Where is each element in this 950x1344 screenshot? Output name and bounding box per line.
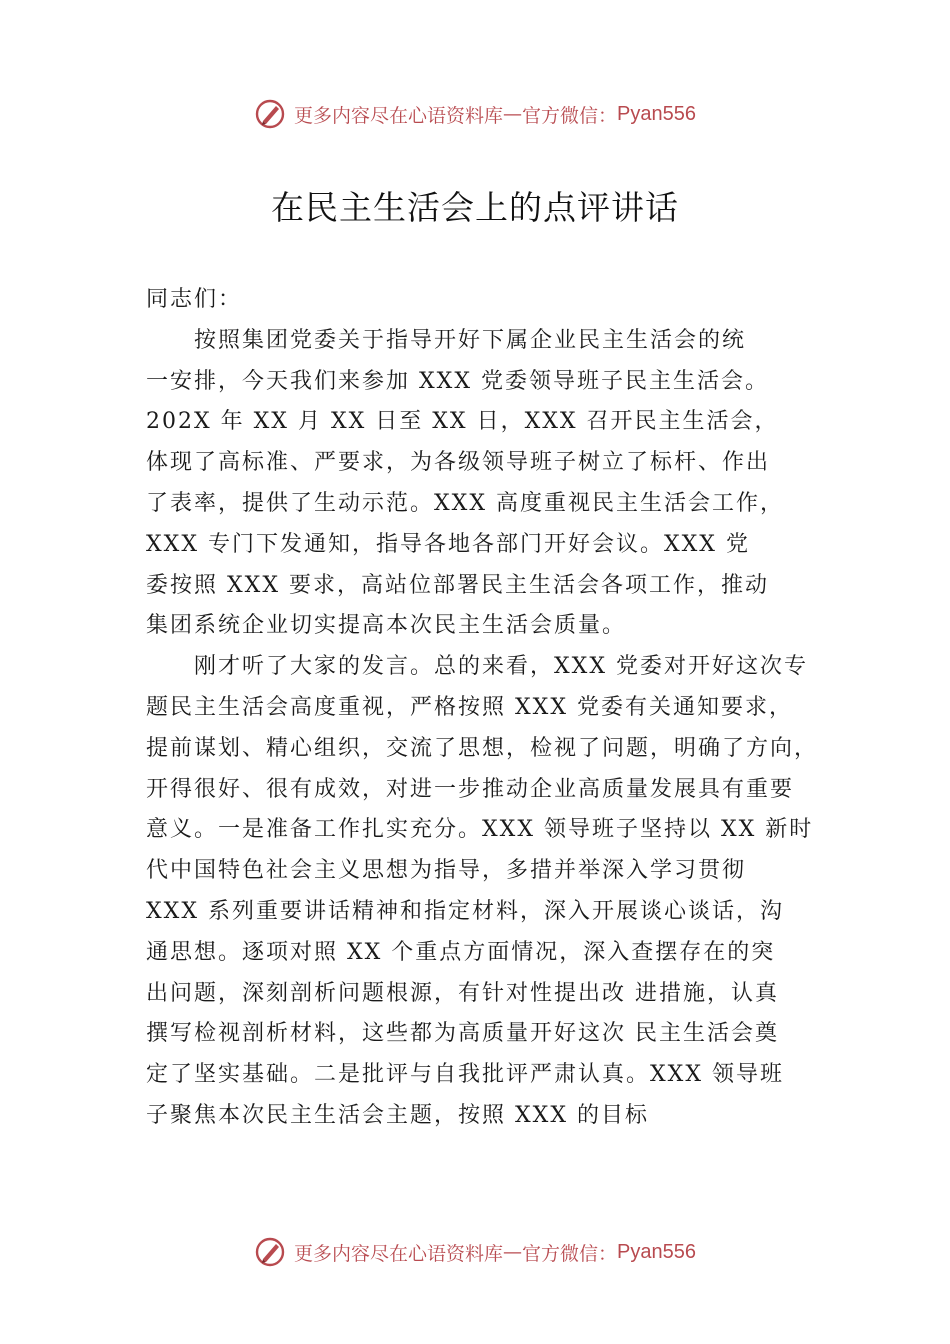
footer-watermark	[0, 1232, 950, 1272]
watermark-wechat-id: Pyan556	[617, 102, 696, 125]
watermark-wechat-label: 官方微信：	[522, 1242, 618, 1265]
paragraph-line: 了表率，提供了生动示范。XXX 高度重视民主生活会工作，	[146, 490, 784, 516]
paragraph-line: 刚才听了大家的发言。总的来看，XXX 党委对开好这次专	[194, 654, 808, 680]
watermark-separator: —	[503, 103, 523, 125]
watermark-separator: —	[503, 1241, 523, 1263]
document-body	[146, 280, 846, 1137]
salutation: 同志们：	[146, 287, 243, 312]
paragraph-line: 一安排，今天我们来参加 XXX 党委领导班子民主生活会。	[146, 368, 769, 394]
paragraph-line: 定了坚实基础。二是批评与自我批评严肃认真。XXX 领导班	[146, 1062, 784, 1088]
paragraph-line: 集团系统企业切实提高本次民主生活会质量。	[146, 613, 627, 639]
pen-logo-icon	[254, 1236, 286, 1268]
paragraph-line: XXX 专门下发通知，指导各地各部门开好会议。XXX 党	[146, 531, 750, 557]
paragraph-line: 委按照 XXX 要求，高站位部署民主生活会各项工作，推动	[146, 572, 769, 598]
pen-logo-icon	[254, 98, 286, 130]
paragraph-line: XXX 系列重要讲话精神和指定材料，深入开展谈心谈话，沟	[146, 898, 784, 924]
paragraph-line: 代中国特色社会主义思想为指导，多措并举深入学习贯彻	[146, 858, 747, 884]
paragraph-line: 提前谋划、精心组织，交流了思想，检视了问题，明确了方向，	[146, 735, 819, 761]
header-watermark	[0, 94, 950, 134]
paragraph-line: 子聚焦本次民主生活会主题，按照 XXX 的目标	[146, 1102, 649, 1128]
watermark-brand: 更多内容尽在心语资料库	[294, 1242, 504, 1265]
paragraph-line: 202X 年 XX 月 XX 日至 XX 日，XXX 召开民主生活会，	[146, 409, 779, 435]
paragraph-line: 通思想。逐项对照 XX 个重点方面情况，深入查摆存在的突	[146, 939, 776, 965]
paragraph-line: 意义。一是准备工作扎实充分。XXX 领导班子坚持以 XX 新时	[146, 817, 814, 843]
paragraph-line: 出问题，深刻剖析问题根源，有针对性提出改 进措施，认真	[146, 980, 779, 1006]
paragraph-line: 按照集团党委关于指导开好下属企业民主生活会的统	[194, 327, 747, 353]
paragraph-line: 体现了高标准、严要求，为各级领导班子树立了标杆、作出	[146, 450, 771, 476]
watermark-wechat-id: Pyan556	[617, 1240, 696, 1263]
paragraph-line: 开得很好、很有成效，对进一步推动企业高质量发展具有重要	[146, 776, 795, 802]
paragraph-line: 撰写检视剖析材料，这些都为高质量开好这次 民主生活会奠	[146, 1021, 779, 1047]
watermark-brand: 更多内容尽在心语资料库	[294, 104, 504, 127]
paragraph-line: 题民主生活会高度重视，严格按照 XXX 党委有关通知要求，	[146, 694, 793, 720]
watermark-wechat-label: 官方微信：	[522, 104, 618, 127]
document-title: 在民主生活会上的点评讲话	[271, 188, 679, 227]
